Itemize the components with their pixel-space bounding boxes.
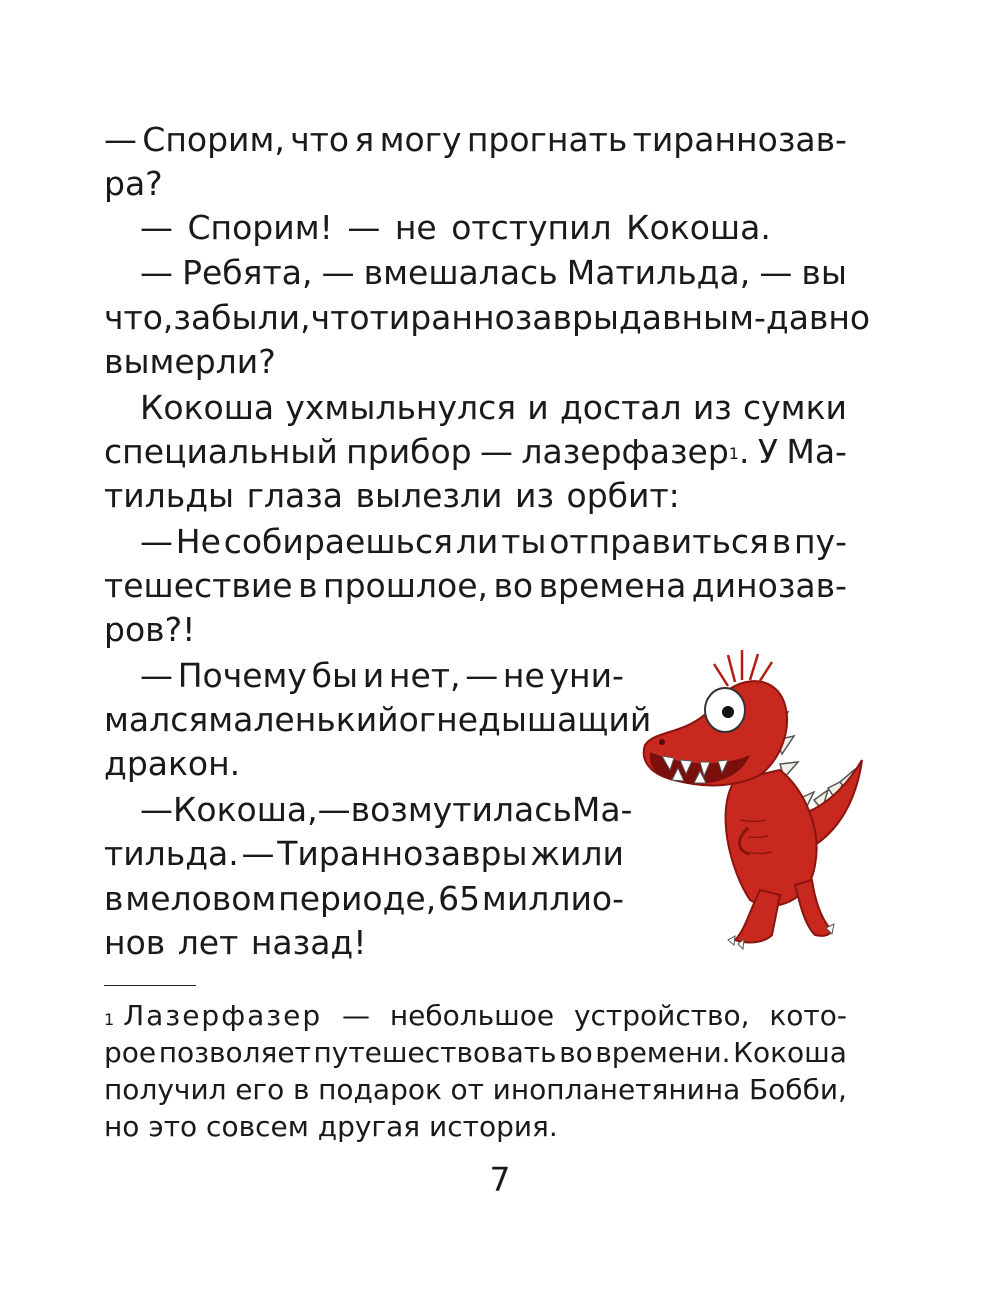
dragon-leg-left: [735, 890, 780, 942]
footnote-rule: [104, 985, 196, 986]
text-line-5: что, забыли, что тираннозавры давным-давно: [104, 298, 871, 337]
footnote-mark: 1: [104, 1010, 115, 1029]
text-line-6: вымерли?: [104, 342, 276, 381]
footnote-reference: 1: [728, 444, 739, 463]
footnote-line-2: рое позволяет путешествовать во времени. Кокоша: [104, 1036, 847, 1069]
dragon-crest: [714, 650, 772, 686]
text-line-19: нов лет назад!: [104, 923, 367, 962]
text-line-18: в меловом периоде, 65 миллио-: [104, 879, 624, 918]
text-line-14: мался маленький огнедышащий: [104, 700, 652, 739]
text-line-15: дракон.: [104, 744, 241, 783]
text-line-3: — Спорим! — не отступил Кокоша.: [140, 208, 771, 247]
text-line-2: ра?: [104, 164, 163, 203]
footnote-line-4: но это совсем другая история.: [104, 1110, 558, 1143]
dragon-pupil: [722, 706, 734, 718]
text-line-13: — Почему бы и нет, — не уни-: [140, 656, 624, 695]
footnote-line-3: получил его в подарок от инопланетянина Бобби,: [104, 1073, 847, 1106]
text-line-7: Кокоша ухмыльнулся и достал из сумки: [140, 388, 847, 427]
text-line-10: — Не собираешься ли ты отправиться в пу-: [140, 522, 847, 561]
dragon-illustration: [600, 640, 880, 960]
dragon-nostril: [659, 739, 665, 745]
text-line-11: тешествие в прошлое, во времена динозав-: [104, 566, 847, 605]
page-number: 7: [489, 1160, 511, 1199]
text-line-17: тильда. — Тираннозавры жили: [104, 834, 624, 873]
text-line-8: специальный прибор — лазерфазер$^1$. У Ма-: [104, 432, 847, 471]
text-line-16: — Кокоша, — возмутилась Ма-: [140, 790, 633, 829]
footnote-line-1: $^1$ Лазерфазер — небольшое устройство, кото-: [104, 999, 847, 1032]
dragon-leg-right: [795, 880, 831, 936]
text-line-1: — Спорим, что я могу прогнать тираннозав-: [104, 120, 847, 159]
text-line-4: — Ребята, — вмешалась Матильда, — вы: [140, 253, 847, 292]
text-line-12: ров?!: [104, 610, 196, 649]
text-line-9: тильды глаза вылезли из орбит:: [104, 476, 680, 515]
